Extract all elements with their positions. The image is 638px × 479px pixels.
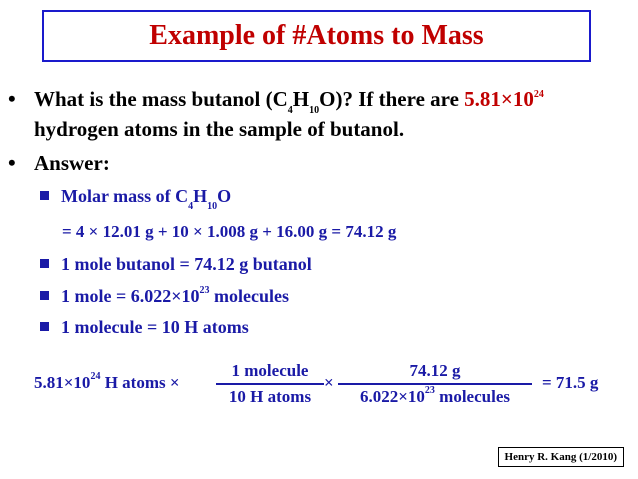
mole-molecules-item xyxy=(40,286,289,307)
calc-start-a: 5.81×10 xyxy=(34,373,91,392)
frac2-den-a: 6.022×10 xyxy=(359,387,425,406)
fraction-mass-per-molecules xyxy=(338,361,532,407)
frac2-denominator xyxy=(338,387,532,407)
mole-molecules-a: 1 mole = 6.022×10 xyxy=(61,286,200,306)
molecule-atoms-text: 1 molecule = 10 H atoms xyxy=(61,317,249,337)
square-bullet-icon xyxy=(40,259,49,268)
mole-molecules-exp: 23 xyxy=(199,285,210,296)
molar-mass-item xyxy=(40,186,232,212)
square-bullet-icon xyxy=(40,322,49,331)
mm-h: H xyxy=(193,186,208,206)
frac2-den-b: molecules xyxy=(434,387,510,406)
answer-bullet-icon: • xyxy=(8,150,16,175)
question-h: H xyxy=(292,87,310,111)
molar-mass-calc: = 4 × 12.01 g + 10 × 1.008 g + 16.00 g = 74.12 g xyxy=(62,222,397,241)
square-bullet-icon xyxy=(40,291,49,300)
molar-mass-label: Molar mass of C xyxy=(61,186,189,206)
frac2-numerator: 74.12 g xyxy=(409,361,461,380)
frac1-numerator: 1 molecule xyxy=(231,361,309,380)
mm-o: O xyxy=(217,186,232,206)
question-value: 5.81×10 xyxy=(464,87,534,111)
molecule-atoms-item xyxy=(40,317,249,338)
mole-molecules-b: molecules xyxy=(209,286,289,306)
question-value-exp: 24 xyxy=(533,89,544,100)
calc-times: × xyxy=(324,373,334,392)
answer-label: Answer: xyxy=(34,151,110,175)
slide-title: Example of #Atoms to Mass xyxy=(149,20,484,51)
mm-h-sub: 10 xyxy=(207,201,218,212)
fraction-molecule-per-atoms xyxy=(216,361,324,407)
author-credit: Henry R. Kang (1/2010) xyxy=(498,447,624,467)
calc-start-b: H atoms × xyxy=(100,373,180,392)
calc-start-exp: 24 xyxy=(90,371,101,382)
question-line2: hydrogen atoms in the sample of butanol. xyxy=(34,117,405,141)
frac2-line xyxy=(338,383,532,385)
mm-c-sub: 4 xyxy=(188,201,194,212)
square-bullet-icon xyxy=(40,191,49,200)
calc-start xyxy=(34,373,180,393)
question-bullet-icon: • xyxy=(8,86,16,111)
calc-result: = 71.5 g xyxy=(542,373,599,392)
mole-butanol-text: 1 mole butanol = 74.12 g butanol xyxy=(61,254,312,274)
question-h-sub: 10 xyxy=(309,105,320,116)
question-c-sub: 4 xyxy=(287,105,293,116)
mole-butanol-item xyxy=(40,254,312,275)
frac2-den-exp: 23 xyxy=(424,385,435,396)
title-box xyxy=(42,10,591,62)
question-part1: What is the mass butanol (C xyxy=(34,87,288,111)
frac1-line xyxy=(216,383,324,385)
frac1-denominator: 10 H atoms xyxy=(228,387,312,406)
question-part2: O)? If there are xyxy=(319,87,465,111)
